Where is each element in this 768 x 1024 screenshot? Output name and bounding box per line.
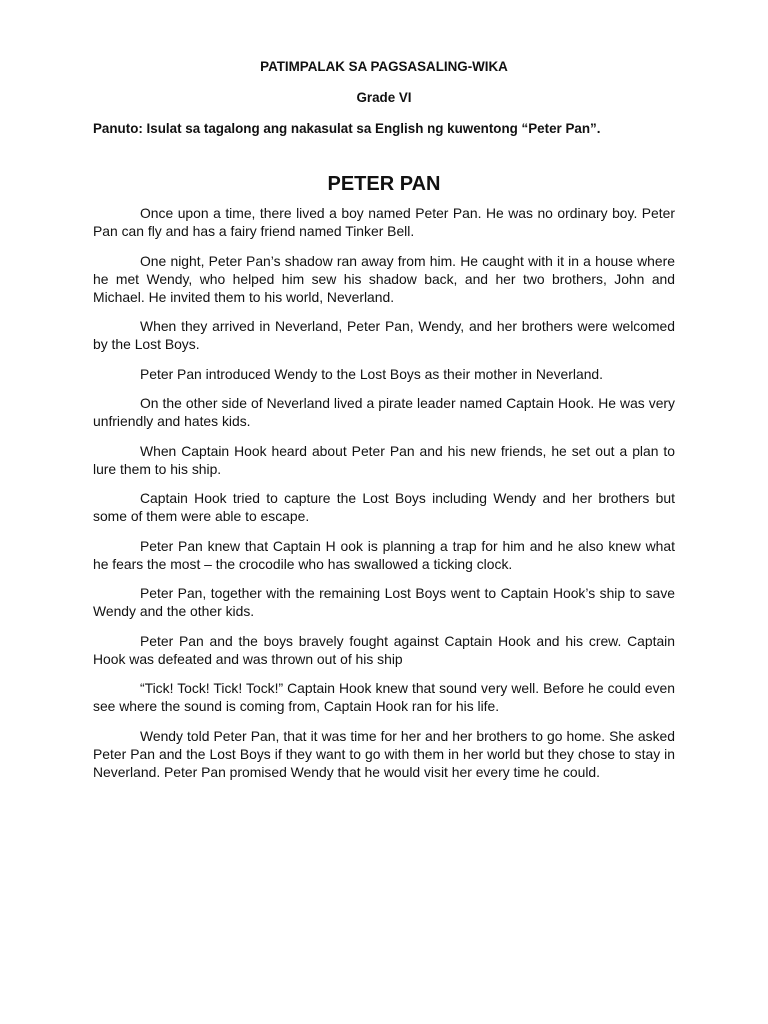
story-title: PETER PAN xyxy=(327,173,441,195)
story-paragraph: Once upon a time, there lived a boy named Peter Pan. He was no ordinary boy. Peter Pan can fly and has a fairy friend named Tinker Bell. xyxy=(93,205,675,239)
grade-level: Grade VI xyxy=(356,90,412,105)
story-paragraph: Captain Hook tried to capture the Lost Boys including Wendy and her brothers but some of them were able to escape. xyxy=(93,490,675,524)
story-paragraph: Peter Pan and the boys bravely fought against Captain Hook and his crew. Captain Hook was defeated and was thrown out of his ship xyxy=(93,632,675,667)
story-paragraph: Peter Pan introduced Wendy to the Lost Boys as their mother in Neverland. xyxy=(140,365,604,382)
story-body xyxy=(93,204,675,781)
story-paragraph: On the other side of Neverland lived a pirate leader named Captain Hook. He was very unfriendly and hates kids. xyxy=(93,395,675,429)
story-paragraph: One night, Peter Pan’s shadow ran away from him. He caught with it in a house where he met Wendy, who helped him sew his shadow back, and her two brothers, John and Michael. He invited them to his world, Neverland. xyxy=(93,252,675,305)
story-paragraph: Wendy told Peter Pan, that it was time for her and her brothers to go home. She asked Peter Pan and the Lost Boys if they want to go with them in her world but they chose to stay in Neverland. Peter Pan promised Wendy that he would visit her every time he could. xyxy=(93,727,675,780)
story-paragraph: Peter Pan, together with the remaining Lost Boys went to Captain Hook’s ship to save Wendy and the other kids. xyxy=(93,585,675,619)
story-paragraph: Peter Pan knew that Captain H ook is planning a trap for him and he also knew what he fears the most – the crocodile who has swallowed a ticking clock. xyxy=(93,537,675,572)
document-content xyxy=(93,58,675,792)
contest-title: PATIMPALAK SA PAGSASALING-WIKA xyxy=(260,59,508,74)
story-paragraph: “Tick! Tock! Tick! Tock!” Captain Hook knew that sound very well. Before he could even see where the sound is coming from, Captain Hook ran for his life. xyxy=(93,680,675,714)
instructions: Panuto: Isulat sa tagalong ang nakasulat sa English ng kuwentong “Peter Pan”. xyxy=(93,121,601,136)
story-paragraph: When they arrived in Neverland, Peter Pan, Wendy, and her brothers were welcomed by the Lost Boys. xyxy=(93,318,675,352)
story-paragraph: When Captain Hook heard about Peter Pan and his new friends, he set out a plan to lure them to his ship. xyxy=(93,442,675,477)
